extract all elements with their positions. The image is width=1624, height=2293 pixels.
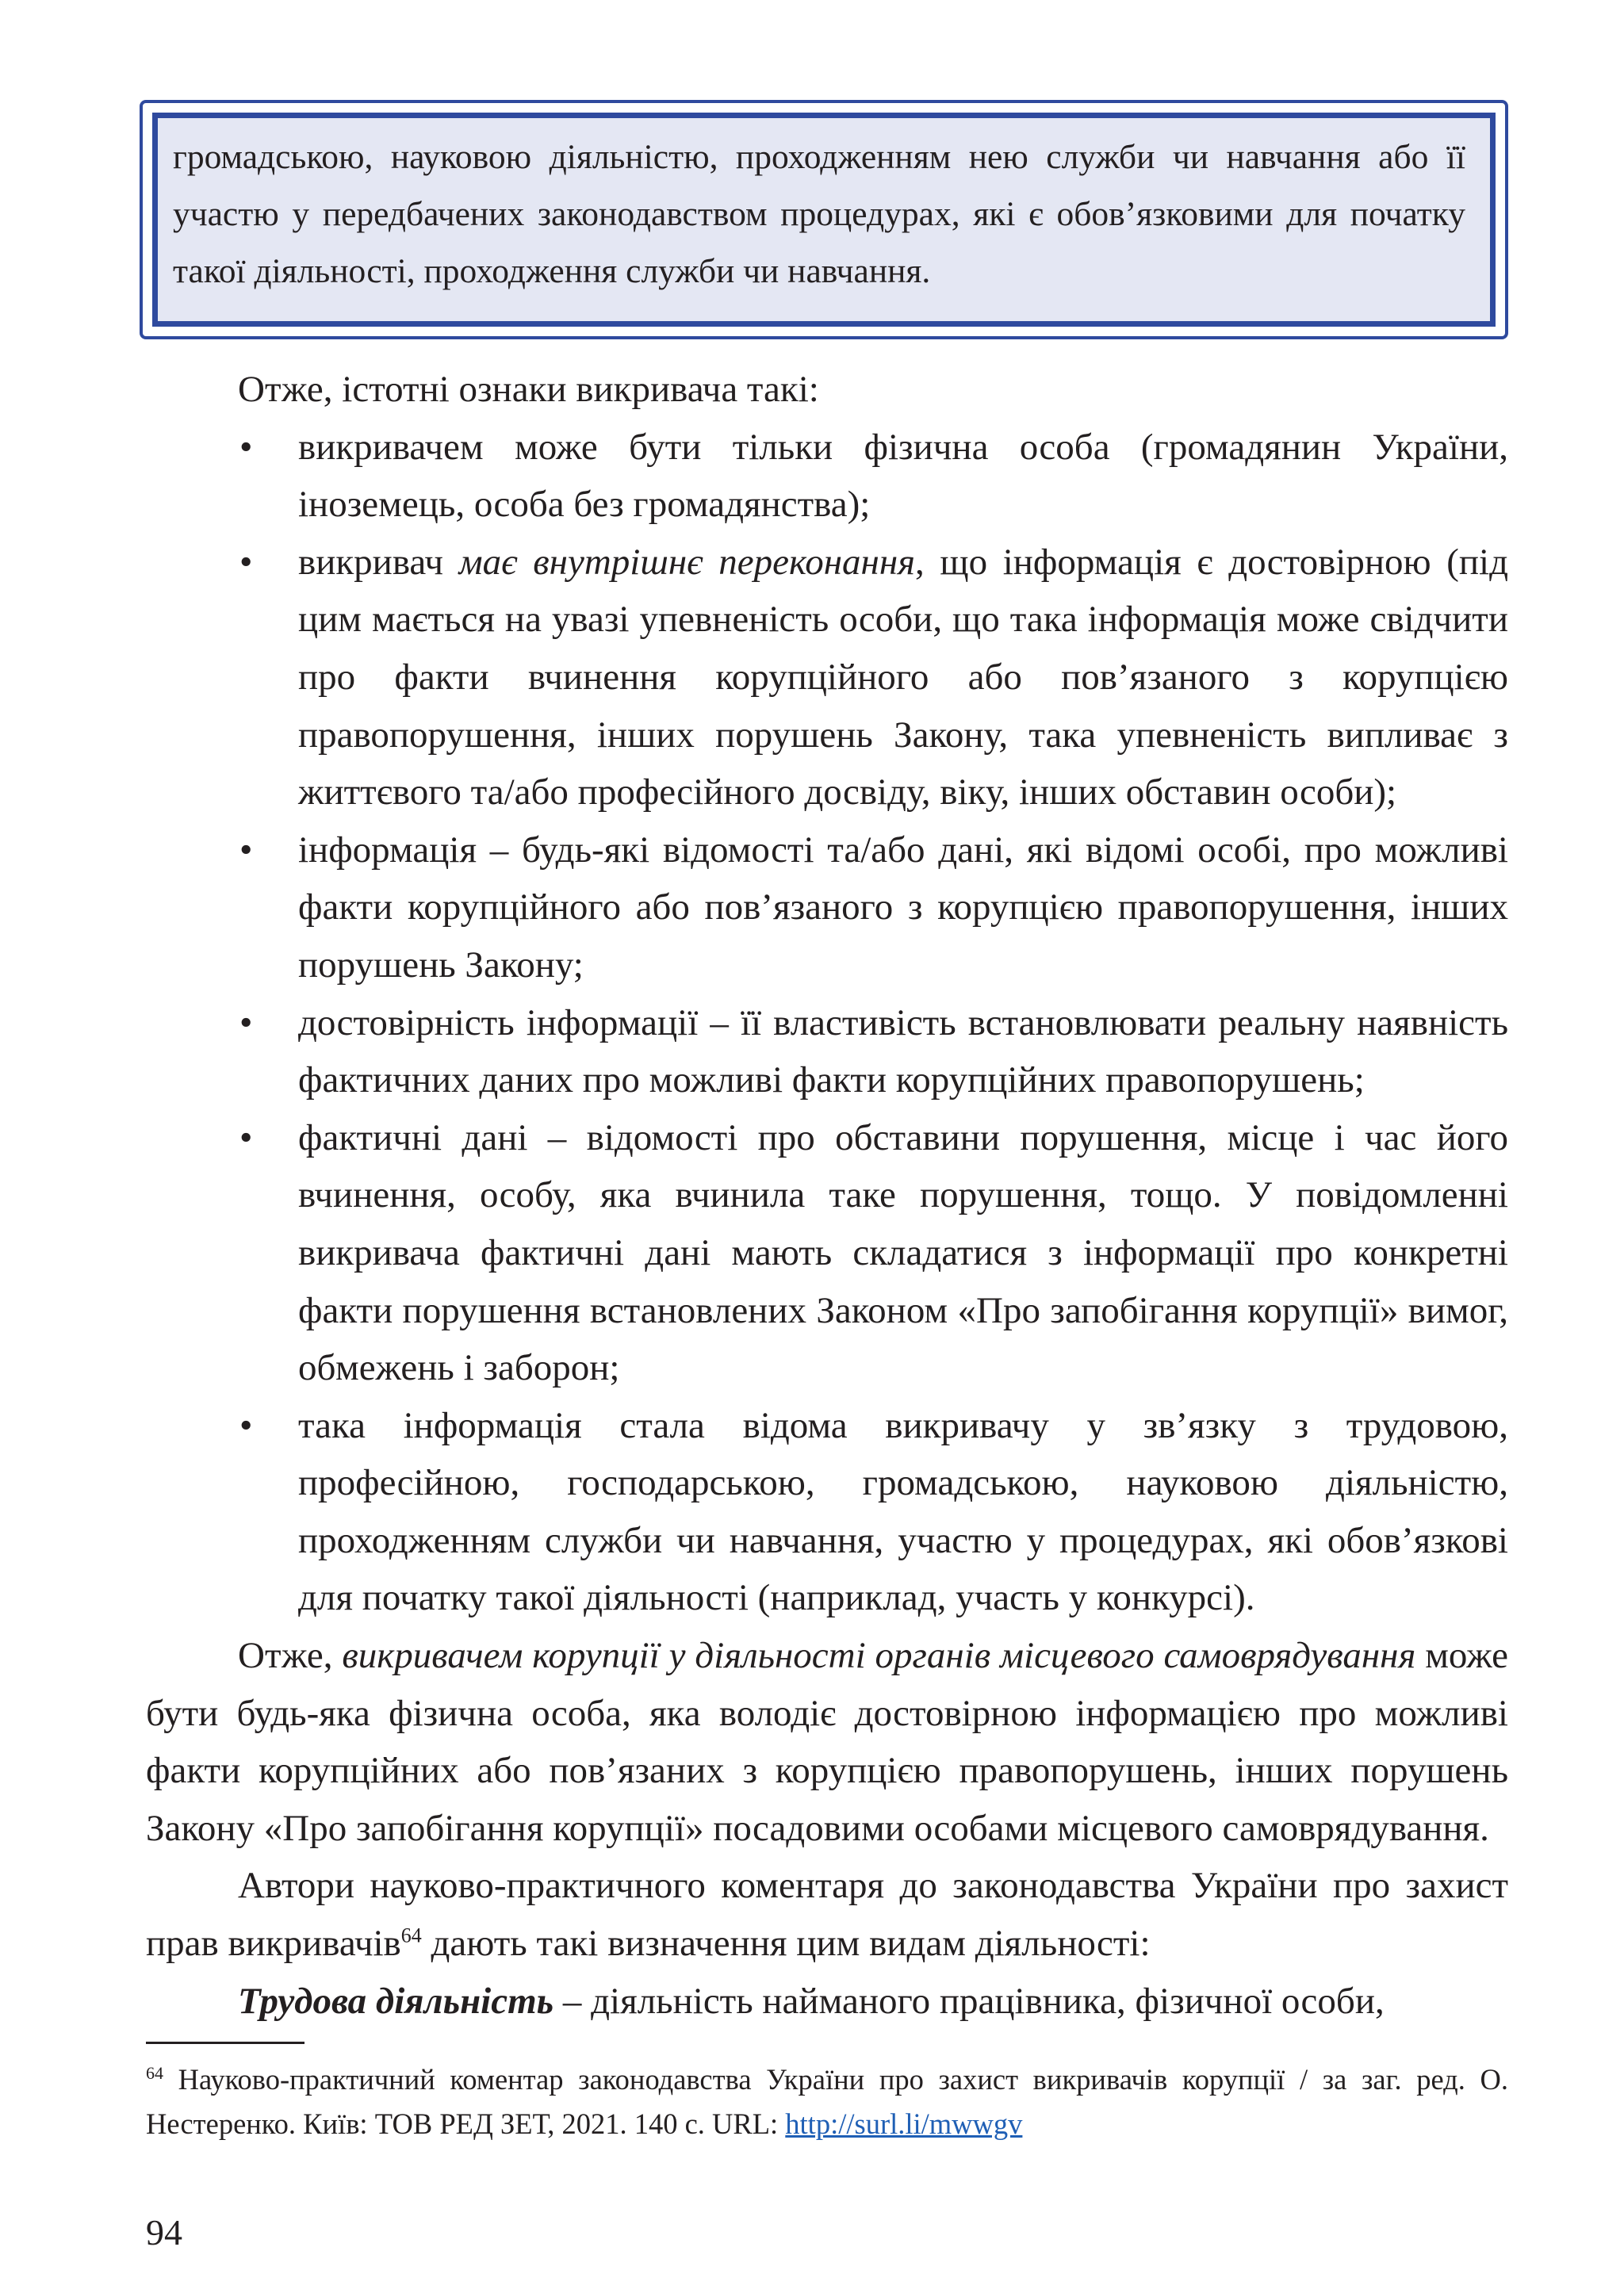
page-number: 94 bbox=[146, 2212, 182, 2253]
list-item-text: така інформація стала відома викривачу у зв’язку з трудовою, професійною, господарською, громадською, науковою діяльністю, проходженням служби чи навчання, участю у процедурах, які обов’язкові для початку такої діяльності (наприклад, участь у конкурсі). bbox=[298, 1404, 1508, 1619]
list-item-text: , що інформація є достовірною (під цим мається на увазі упевненість особи, що така інформація може свідчити про факти вчинення корупційного або пов’язаного з корупцією правопорушення, інших порушень Закону, така упевненість випливає з життєвого та/або професійного досвіду, віку, інших обставин особи); bbox=[298, 541, 1508, 813]
bullet-icon: • bbox=[239, 829, 253, 871]
footnote-number: 64 bbox=[146, 2062, 163, 2083]
list-item-text: викривачем може бути тільки фізична особа (громадянин України, іноземець, особа без громадянства); bbox=[298, 426, 1508, 526]
bullet-icon: • bbox=[239, 541, 253, 583]
list-item-text: фактичні дані – відомості про обставини порушення, місце і час його вчинення, особу, яка вчинила таке порушення, тощо. У повідомленні викривача фактичні дані мають складатися з інформації про конкретні факти порушення встановлених Законом «Про запобігання корупції» вимог, обмежень і заборон; bbox=[298, 1116, 1508, 1389]
main-text bbox=[146, 361, 1508, 2030]
paragraph bbox=[146, 1627, 1508, 1857]
bullet-icon: • bbox=[239, 1001, 253, 1043]
list-item-text: інформація – будь-які відомості та/або дані, які відомі особі, про можливі факти корупційного або пов’язаного з корупцією правопорушення, інших порушень Закону; bbox=[298, 829, 1508, 986]
list-item-text: достовірність інформації – її властивість встановлювати реальну наявність фактичних даних про можливі факти корупційних правопорушень; bbox=[298, 1001, 1508, 1101]
footnote-separator bbox=[146, 2042, 304, 2044]
list-item bbox=[146, 821, 1508, 994]
quote-box-text: громадською, науковою діяльністю, проходженням нею служби чи навчання або її участю у передбачених законодавством процедурах, які є обов’язковими для початку такої діяльності, проходження служби чи навчання. bbox=[173, 138, 1465, 290]
list-item bbox=[146, 1397, 1508, 1627]
list-item-emphasis: має внутрішнє переконання bbox=[458, 541, 915, 583]
bullet-icon: • bbox=[239, 1116, 253, 1158]
intro-paragraph: Отже, істотні ознаки викривача такі: bbox=[238, 369, 819, 410]
paragraph bbox=[146, 1857, 1508, 1972]
list-item bbox=[146, 419, 1508, 534]
bullet-icon: • bbox=[239, 426, 253, 468]
footnote-reference[interactable]: 64 bbox=[400, 1924, 422, 1947]
list-item bbox=[146, 994, 1508, 1109]
paragraph-emphasis: викривачем корупції у діяльності органів місцевого самоврядування bbox=[342, 1635, 1416, 1677]
bullet-icon: • bbox=[239, 1404, 253, 1446]
term-heading: Трудова діяльність bbox=[238, 1980, 554, 2022]
list-item bbox=[146, 1109, 1508, 1397]
footnote-text: Науково-практичний коментар законодавства України про захист викривачів корупції / за заг. ред. О. Нестеренко. Київ: ТОВ РЕД ЗЕТ, 2021. 140 с. URL: bbox=[146, 2063, 1508, 2140]
paragraph-text: Отже, bbox=[238, 1635, 343, 1677]
footnote-link[interactable]: http://surl.li/mwwgv bbox=[785, 2107, 1023, 2140]
paragraph-text: дають такі визначення цим видам діяльності: bbox=[421, 1923, 1151, 1965]
quote-box bbox=[140, 100, 1508, 339]
paragraph bbox=[146, 1973, 1508, 2031]
list-item-text: викривач bbox=[298, 541, 459, 583]
paragraph-text: – діяльність найманого працівника, фізичної особи, bbox=[553, 1980, 1385, 2022]
list-item bbox=[146, 534, 1508, 821]
paragraph-text: може бути будь-яка фізична особа, яка володіє достовірною інформацією про можливі факти корупційних або пов’язаних з корупцією правопорушень, інших порушень Закону «Про запобігання корупції» посадовими особами місцевого самоврядування. bbox=[146, 1635, 1508, 1849]
paragraph-text: Автори науково-практичного коментаря до законодавства України про захист прав викривачів bbox=[146, 1865, 1508, 1965]
footnote bbox=[146, 2058, 1508, 2146]
